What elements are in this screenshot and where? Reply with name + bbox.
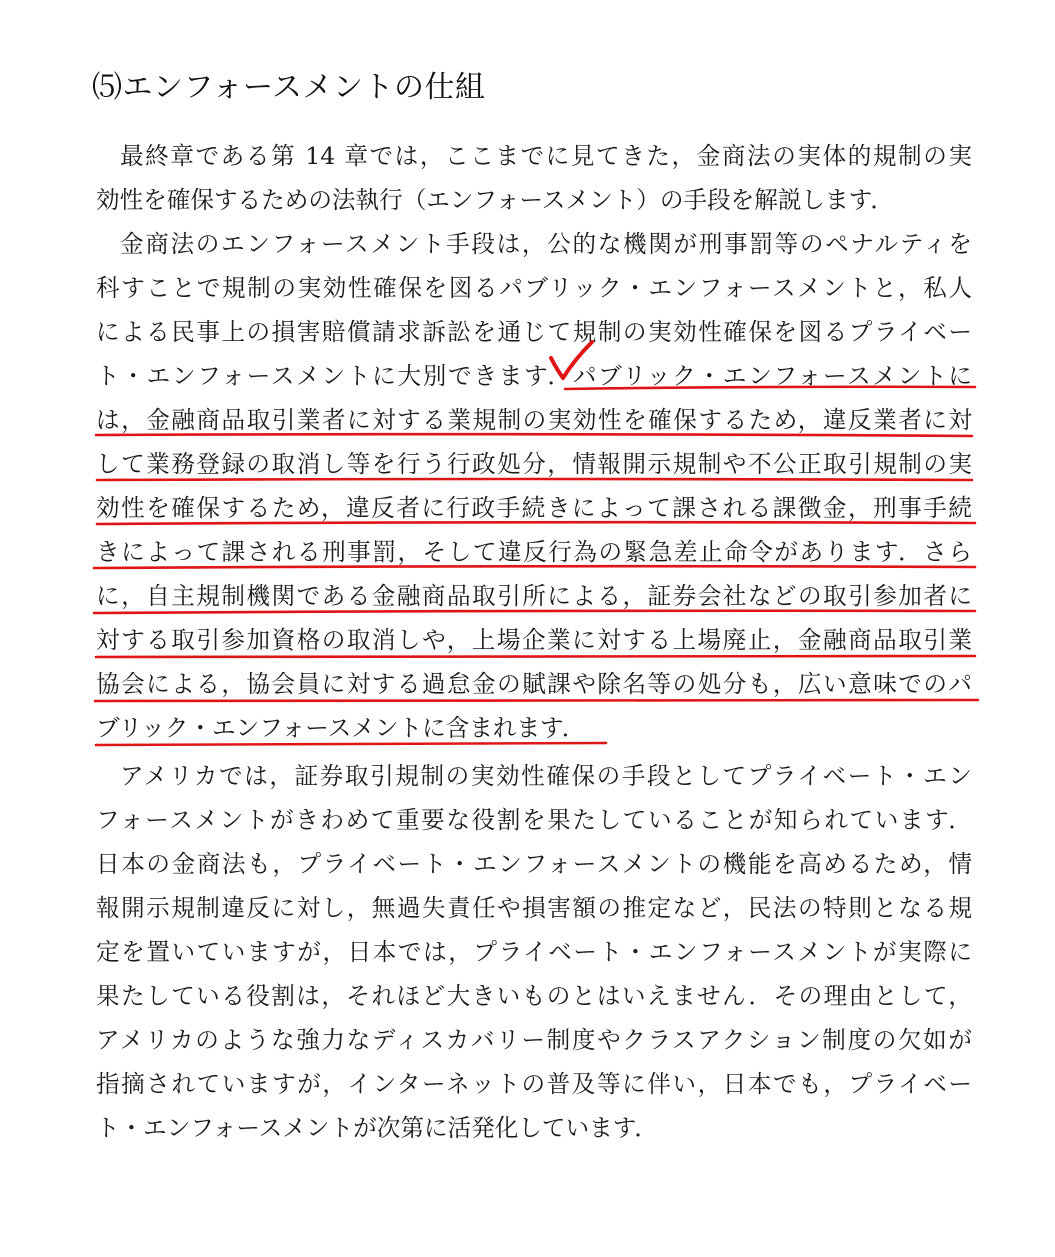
text-line-8: して業務登録の取消し等を行う行政処分，情報開示規制や不公正取引規制の実 bbox=[96, 450, 972, 478]
text-line-23: ト・エンフォースメントが次第に活発化しています． bbox=[96, 1114, 658, 1142]
text-line-15: アメリカでは，証券取引規制の実効性確保の手段としてプライベート・エン bbox=[120, 762, 972, 790]
text-line-4: 科すことで規制の実効性確保を図るパブリック・エンフォースメントと，私人 bbox=[96, 274, 972, 302]
text-line-6: ト・エンフォースメントに大別できます．パブリック・エンフォースメントに bbox=[96, 362, 972, 390]
text-line-5: による民事上の損害賠償請求訴訟を通じて規制の実効性確保を図るプライベー bbox=[96, 318, 972, 346]
text-line-14: ブリック・エンフォースメントに含まれます． bbox=[96, 714, 586, 742]
text-line-22: 指摘されていますが，インターネットの普及等に伴い，日本でも，プライベー bbox=[96, 1070, 972, 1098]
text-line-1: 最終章である第 14 章では，ここまでに見てきた，金商法の実体的規制の実 bbox=[120, 142, 972, 170]
text-line-18: 報開示規制違反に対し，無過失責任や損害額の推定など，民法の特則となる規 bbox=[96, 894, 972, 922]
text-line-13: 協会による，協会員に対する過怠金の賦課や除名等の処分も，広い意味でのパ bbox=[96, 670, 972, 698]
text-line-21: アメリカのような強力なディスカバリー制度やクラスアクション制度の欠如が bbox=[96, 1026, 972, 1054]
text-line-17: 日本の金商法も，プライベート・エンフォースメントの機能を高めるため，情 bbox=[96, 850, 972, 878]
text-line-7: は，金融商品取引業者に対する業規制の実効性を確保するため，違反業者に対 bbox=[96, 406, 972, 434]
text-line-11: に，自主規制機関である金融商品取引所による，証券会社などの取引参加者に bbox=[96, 582, 972, 610]
text-line-9: 効性を確保するため，違反者に行政手続きによって課される課徴金，刑事手続 bbox=[96, 494, 972, 522]
text-line-20: 果たしている役割は，それほど大きいものとはいえません．その理由として， bbox=[96, 982, 972, 1010]
text-line-2: 効性を確保するための法執行（エンフォースメント）の手段を解説します． bbox=[96, 186, 894, 214]
section-heading: ⑸エンフォースメントの仕組 bbox=[92, 70, 486, 105]
text-line-16: フォースメントがきわめて重要な役割を果たしていることが知られています． bbox=[96, 806, 972, 834]
text-line-10: きによって課される刑事罰，そして違反行為の緊急差止命令があります．さら bbox=[96, 538, 972, 566]
text-line-19: 定を置いていますが，日本では，プライベート・エンフォースメントが実際に bbox=[96, 938, 972, 966]
text-line-12: 対する取引参加資格の取消しや，上場企業に対する上場廃止，金融商品取引業 bbox=[96, 626, 972, 654]
text-line-3: 金商法のエンフォースメント手段は，公的な機関が刑事罰等のペナルティを bbox=[120, 230, 972, 258]
